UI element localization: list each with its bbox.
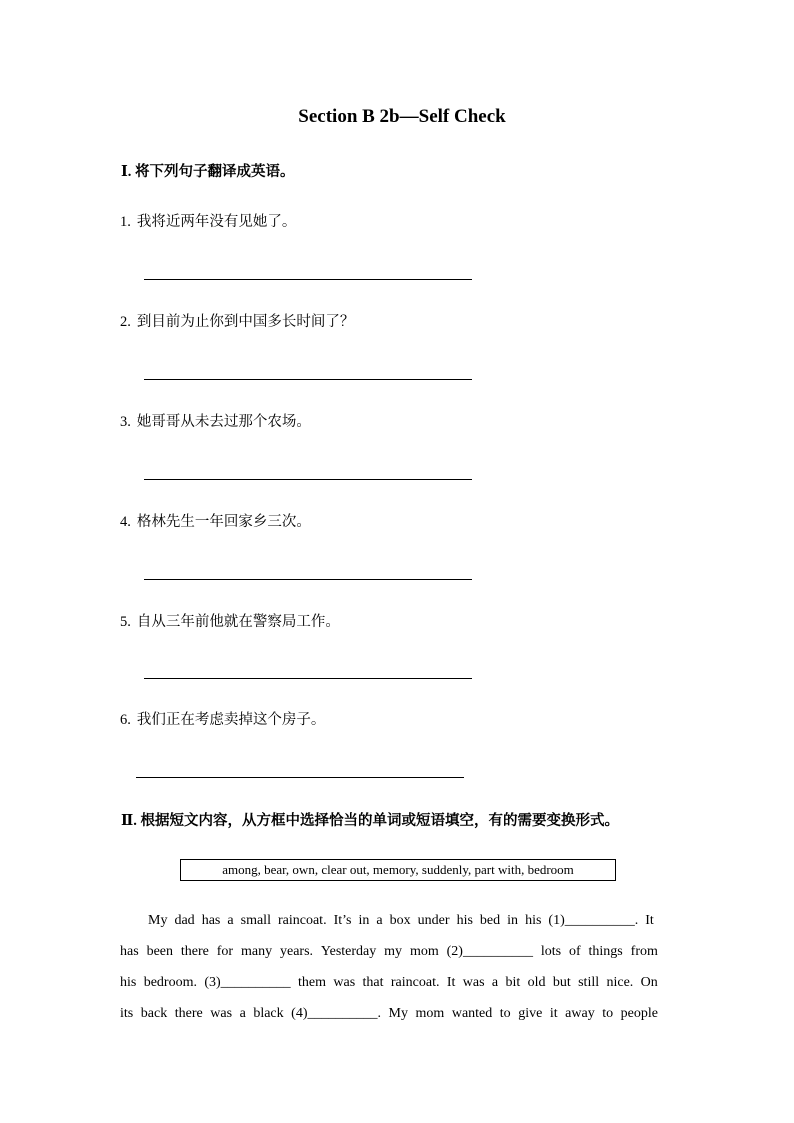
passage-word: back <box>140 1006 168 1021</box>
passage-line-3 <box>120 973 658 993</box>
question-number: 6. <box>120 712 131 728</box>
passage-line-2 <box>120 942 658 962</box>
passage-word: On <box>640 975 658 990</box>
passage-word: people <box>620 1006 658 1021</box>
passage-word: bed <box>479 913 501 928</box>
answer-line-2[interactable] <box>144 379 472 380</box>
passage-word: to <box>602 1006 614 1021</box>
passage-word: It <box>645 913 654 928</box>
question-text: 自从三年前他就在警察局工作。 <box>136 614 340 630</box>
question-5 <box>120 612 340 632</box>
passage-word: of <box>568 944 581 959</box>
passage-word: but <box>552 975 571 990</box>
passage-word: a <box>491 975 499 990</box>
passage-word: was <box>333 975 356 990</box>
passage-word: My <box>148 913 168 928</box>
blank-word[interactable]: (2)__________ <box>446 944 533 959</box>
passage-word: a <box>227 913 234 928</box>
passage-word: was <box>210 1006 233 1021</box>
passage-word: in <box>507 913 519 928</box>
question-3 <box>120 412 311 432</box>
question-text: 格林先生一年回家乡三次。 <box>136 514 311 530</box>
passage-word: black <box>253 1006 284 1021</box>
answer-line-3[interactable] <box>144 479 472 480</box>
passage-word: bedroom. <box>143 975 197 990</box>
section-1-heading: Ⅰ. 将下列句子翻译成英语。 <box>121 164 295 180</box>
passage-word: to <box>499 1006 511 1021</box>
question-text: 到目前为止你到中国多长时间了？ <box>136 314 355 330</box>
page-title: Section B 2b—Self Check <box>298 106 506 127</box>
passage-word: has <box>201 913 221 928</box>
passage-word: away <box>565 1006 595 1021</box>
passage-word: raincoat. <box>277 913 327 928</box>
question-6 <box>120 710 325 730</box>
answer-line-4[interactable] <box>144 579 472 580</box>
passage-word: my <box>384 944 403 959</box>
passage-word: many <box>240 944 273 959</box>
passage-word: was <box>462 975 485 990</box>
passage-word: wanted <box>451 1006 493 1021</box>
passage-word: there <box>180 944 209 959</box>
question-number: 5. <box>120 614 131 630</box>
passage-word: there <box>174 1006 203 1021</box>
question-number: 3. <box>120 414 131 430</box>
answer-line-6[interactable] <box>136 777 464 778</box>
passage-word: small <box>240 913 271 928</box>
blank-word[interactable]: (4)__________. <box>291 1006 381 1021</box>
passage-word: its <box>120 1006 134 1021</box>
passage-word: give <box>518 1006 543 1021</box>
passage-word: his <box>525 913 542 928</box>
answer-line-1[interactable] <box>144 279 472 280</box>
word-box: among, bear, own, clear out, memory, suddenly, part with, bedroom <box>180 859 616 881</box>
question-number: 4. <box>120 514 131 530</box>
passage-word: Yesterday <box>320 944 377 959</box>
passage-word: under <box>417 913 450 928</box>
section-2-heading: Ⅱ. 根据短文内容，从方框中选择恰当的单词或短语填空，有的需要变换形式。 <box>121 813 619 829</box>
passage-word: in <box>358 913 370 928</box>
passage-word: old <box>527 975 546 990</box>
blank-word[interactable]: (3)__________ <box>204 975 291 990</box>
question-number: 1. <box>120 214 131 230</box>
blank-word[interactable]: (1)__________. <box>548 913 639 928</box>
passage-word: It <box>446 975 456 990</box>
passage-word: lots <box>540 944 562 959</box>
passage-word: it <box>549 1006 558 1021</box>
passage-word: his <box>456 913 473 928</box>
passage-word: dad <box>174 913 195 928</box>
passage-word: his <box>120 975 137 990</box>
passage-word: been <box>146 944 173 959</box>
question-4 <box>120 512 311 532</box>
passage-word: nice. <box>606 975 634 990</box>
question-text: 她哥哥从未去过那个农场。 <box>136 414 311 430</box>
question-number: 2. <box>120 314 131 330</box>
question-1 <box>120 212 296 232</box>
passage-word: a <box>239 1006 246 1021</box>
passage-word: My <box>388 1006 408 1021</box>
passage-word: that <box>362 975 384 990</box>
passage-line-4 <box>120 1004 658 1024</box>
passage-word: box <box>389 913 411 928</box>
passage-word: raincoat. <box>390 975 440 990</box>
passage-line-1 <box>148 911 654 931</box>
passage-word: mom <box>409 944 439 959</box>
passage-word: bit <box>505 975 521 990</box>
passage-word: has <box>120 944 139 959</box>
passage-word: them <box>298 975 327 990</box>
passage-word: It’s <box>333 913 352 928</box>
passage-word: for <box>216 944 234 959</box>
passage-word: a <box>376 913 383 928</box>
passage-word: years. <box>279 944 314 959</box>
passage-word: things <box>588 944 623 959</box>
passage-word: from <box>630 944 658 959</box>
question-text: 我们正在考虑卖掉这个房子。 <box>136 712 326 728</box>
answer-line-5[interactable] <box>144 678 472 679</box>
passage-word: mom <box>415 1006 445 1021</box>
question-2 <box>120 312 354 332</box>
passage-word: still <box>578 975 600 990</box>
question-text: 我将近两年没有见她了。 <box>136 214 297 230</box>
